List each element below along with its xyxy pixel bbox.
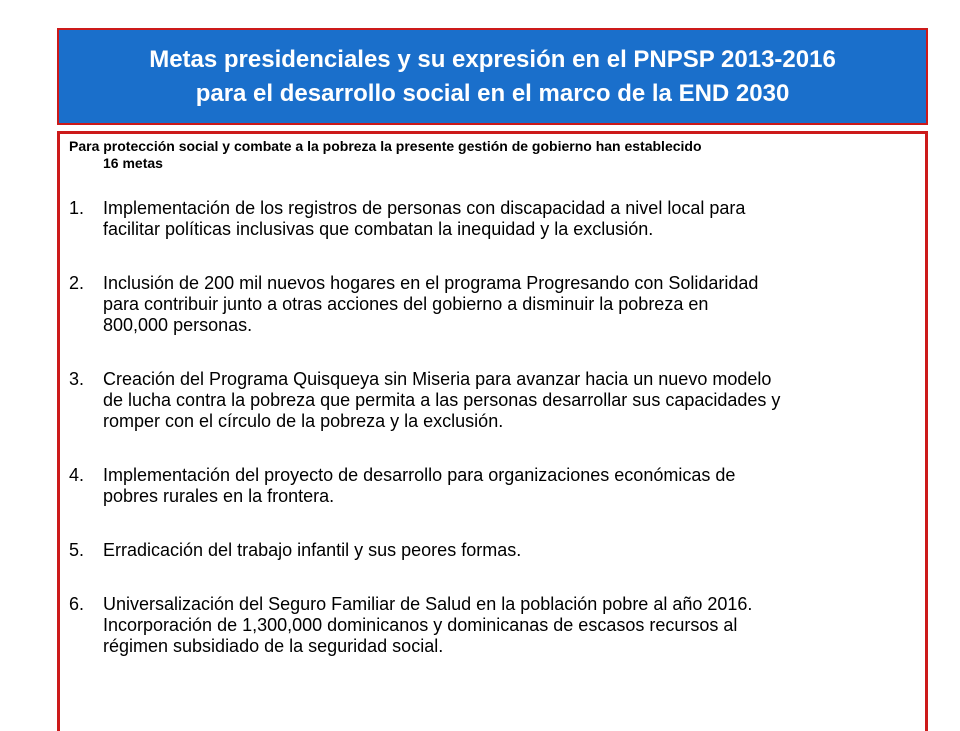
- intro-text: [69, 138, 914, 172]
- slide-title: [149, 43, 836, 111]
- goal-text-line: para contribuir junto a otras acciones del gobierno a disminuir la pobreza en: [103, 294, 709, 314]
- list-item: [69, 198, 924, 240]
- goal-text-line: facilitar políticas inclusivas que combatan la inequidad y la exclusión.: [103, 219, 654, 239]
- list-item: [69, 594, 924, 657]
- goal-text-line: Universalización del Seguro Familiar de Salud en la población pobre al año 2016.: [103, 594, 753, 614]
- goal-number: 5.: [69, 540, 85, 560]
- title-line-1: Metas presidenciales y su expresión en el PNPSP 2013-2016: [149, 45, 836, 73]
- list-item: [69, 540, 924, 561]
- goal-text-line: de lucha contra la pobreza que permita a las personas desarrollar sus capacidades y: [103, 390, 781, 410]
- goal-text-line: Implementación de los registros de personas con discapacidad a nivel local para: [103, 198, 746, 218]
- list-item: [69, 273, 924, 336]
- goal-number: 4.: [69, 465, 85, 485]
- goal-number: 3.: [69, 369, 85, 389]
- goal-text-line: 800,000 personas.: [103, 315, 253, 335]
- goal-text-line: Erradicación del trabajo infantil y sus peores formas.: [103, 540, 522, 560]
- goal-text-line: Creación del Programa Quisqueya sin Miseria para avanzar hacia un nuevo modelo: [103, 369, 772, 389]
- content-panel: [57, 131, 928, 731]
- goal-number: 2.: [69, 273, 85, 293]
- goal-text-line: Implementación del proyecto de desarrollo para organizaciones económicas de: [103, 465, 736, 485]
- goal-text-line: romper con el círculo de la pobreza y la exclusión.: [103, 411, 504, 431]
- goal-text-line: régimen subsidiado de la seguridad social.: [103, 636, 444, 656]
- title-banner: [57, 28, 928, 125]
- goal-number: 1.: [69, 198, 85, 218]
- goal-text-line: pobres rurales en la frontera.: [103, 486, 335, 506]
- list-item: [69, 465, 924, 507]
- intro-line-1: Para protección social y combate a la pobreza la presente gestión de gobierno han establecido: [69, 138, 702, 154]
- goal-list: [69, 198, 924, 690]
- goal-text-line: Inclusión de 200 mil nuevos hogares en el programa Progresando con Solidaridad: [103, 273, 759, 293]
- goal-text-line: Incorporación de 1,300,000 dominicanos y dominicanas de escasos recursos al: [103, 615, 738, 635]
- title-line-2: para el desarrollo social en el marco de la END 2030: [195, 79, 790, 107]
- list-item: [69, 369, 924, 432]
- goal-number: 6.: [69, 594, 85, 614]
- intro-line-2: 16 metas: [103, 155, 163, 171]
